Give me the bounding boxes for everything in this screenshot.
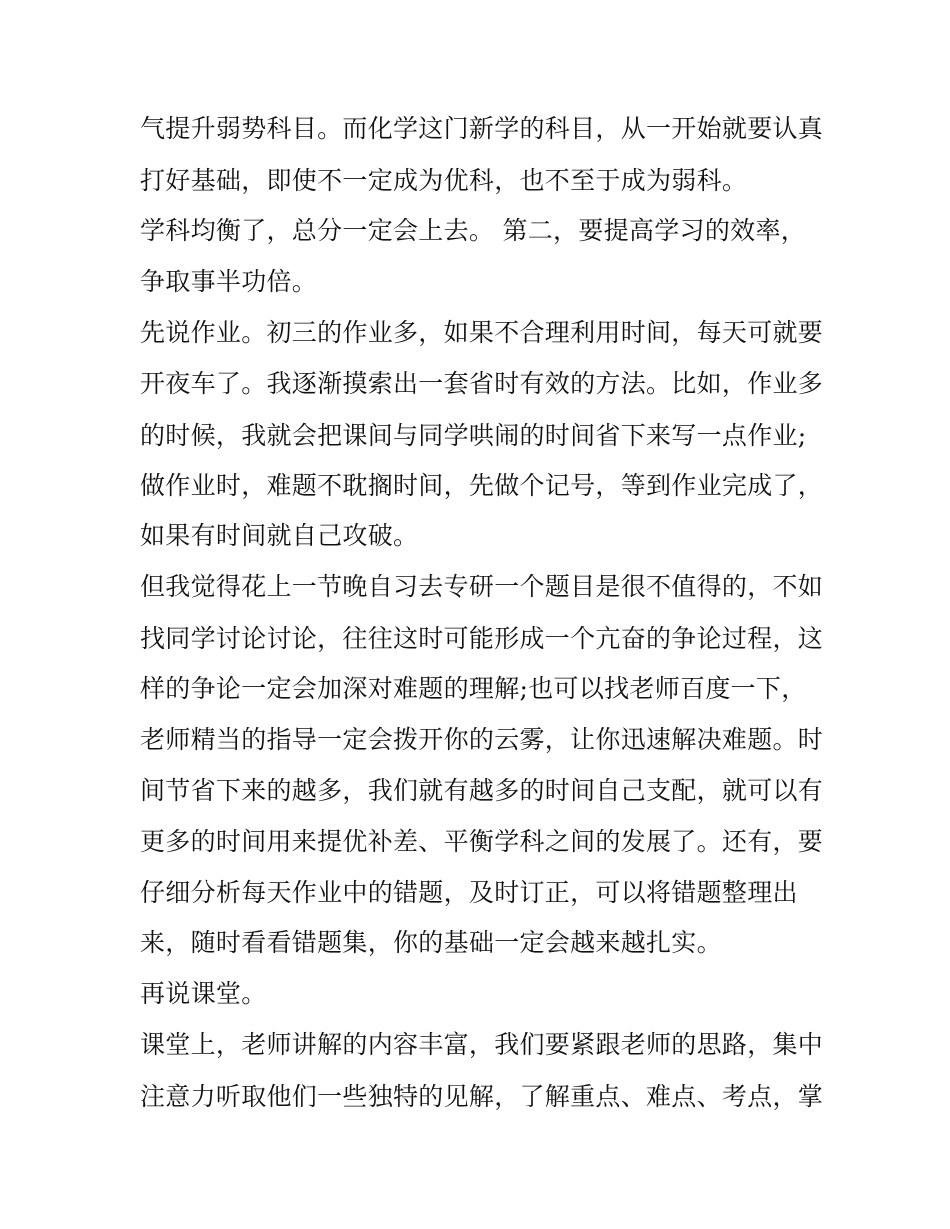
text-line: 开夜车了。我逐渐摸索出一套省时有效的方法。比如，作业多 — [140, 369, 824, 398]
text-line: 更多的时间用来提优补差、平衡学科之间的发展了。还有，要 — [140, 827, 824, 856]
text-line: 学科均衡了，总分一定会上去。 第二，要提高学习的效率， — [140, 216, 807, 245]
text-line: 样的争论一定会加深对难题的理解;也可以找老师百度一下， — [140, 674, 807, 703]
text-line: 仔细分析每天作业中的错题，及时订正，可以将错题整理出 — [140, 878, 798, 907]
text-line: 的时候，我就会把课间与同学哄闹的时间省下来写一点作业; — [140, 421, 807, 450]
text-line: 气提升弱势科目。而化学这门新学的科目，从一开始就要认真 — [140, 114, 824, 143]
text-line: 如果有时间就自己攻破。 — [140, 521, 419, 550]
text-line: 再说课堂。 — [140, 979, 267, 1008]
text-line: 找同学讨论讨论，往往这时可能形成一个亢奋的争论过程，这 — [140, 624, 824, 653]
text-line: 间节省下来的越多，我们就有越多的时间自己支配，就可以有 — [140, 776, 824, 805]
text-line: 先说作业。初三的作业多，如果不合理利用时间，每天可就要 — [140, 318, 824, 347]
text-line: 做作业时，难题不耽搁时间，先做个记号，等到作业完成了， — [140, 471, 824, 500]
text-line: 注意力听取他们一些独特的见解，了解重点、难点、考点，掌 — [140, 1082, 824, 1111]
text-line: 来，随时看看错题集，你的基础一定会越来越扎实。 — [140, 928, 722, 957]
text-line: 课堂上，老师讲解的内容丰富，我们要紧跟老师的思路，集中 — [140, 1030, 824, 1059]
text-line: 但我觉得花上一节晚自习去专研一个题目是很不值得的，不如 — [140, 572, 824, 601]
text-line: 老师精当的指导一定会拨开你的云雾，让你迅速解决难题。时 — [140, 725, 824, 754]
text-line: 争取事半功倍。 — [140, 267, 318, 296]
text-line: 打好基础，即使不一定成为优科，也不至于成为弱科。 — [140, 166, 748, 195]
